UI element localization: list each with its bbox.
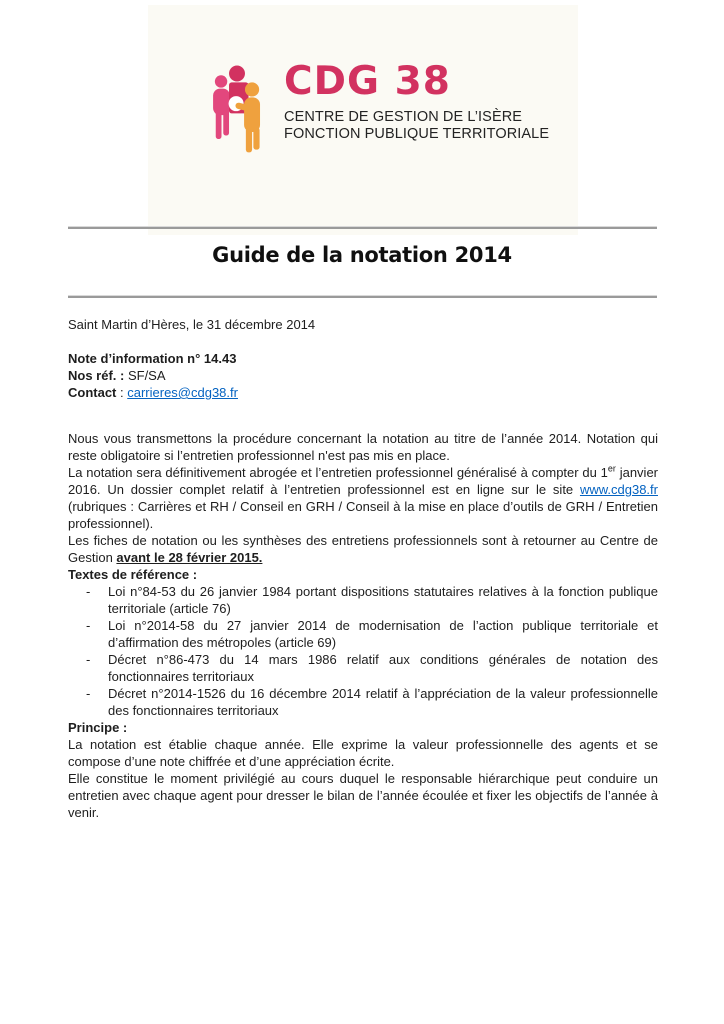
bullet-dash: - [86,618,91,633]
list-item [68,685,658,719]
procedure-paragraph-part2 [68,464,658,532]
reference-text: Décret n°2014-1526 du 16 décembre 2014 relatif à l’appréciation de la valeur professionnelle des fonctionnaires territoriaux [108,686,658,718]
interview-paragraph: Elle constitue le moment privilégié au cours duquel le responsable hiérarchique peut conduire un entretien avec chaque agent pour dresser le bilan de l’année écoulée et fixer les objectifs de l’année à venir. [68,771,658,820]
deadline-text: Les fiches de notation ou les synthèses des entretiens professionnels sont à retourner au Centre de Gestion [68,533,658,565]
procedure-paragraph [68,430,658,532]
superscript-er: er [607,463,616,474]
bullet-dash: - [86,652,91,667]
bullet-dash: - [86,584,91,599]
reference-text: Décret n°86-473 du 14 mars 1986 relatif aux conditions générales de notation des fonctionnaires territoriaux [108,652,658,684]
list-item [68,617,658,651]
logo-subtitle-line2: FONCTION PUBLIQUE TERRITORIALE [284,125,550,142]
note-reference [68,367,658,384]
dateline: Saint Martin d’Hères, le 31 décembre 2014 [68,317,316,332]
text-after-link: (rubriques : Carrières et RH / Conseil en GRH / Conseil à la mise en place d’outils de GRH / Entretien professionnel). [68,499,658,531]
note-info-block [68,350,658,401]
contact-separator: : [116,385,128,400]
contact-label: Contact [68,385,117,400]
deadline-paragraph [68,532,658,566]
principle-paragraph: La notation est établie chaque année. Elle exprime la valeur professionnelle des agents et se compose d’une note chiffrée et d’une appréciation écrite. [68,737,658,769]
document-body [68,316,658,821]
note-contact [68,384,658,401]
contact-email-link[interactable]: carrieres@cdg38.fr [127,385,238,400]
horizontal-rule-bottom [68,296,657,298]
website-link[interactable]: www.cdg38.fr [579,482,658,497]
references-list [68,583,658,719]
reference-label: Nos réf. : [68,368,125,383]
logo-text [284,60,549,142]
people-group-icon [206,60,268,157]
horizontal-rule-top [68,227,657,229]
reference-text: Loi n°2014-58 du 27 janvier 2014 de modernisation de l’action publique territoriale et d’affirmation des métropoles (article 69) [108,618,658,650]
principle-heading: Principe : [68,720,128,735]
references-heading: Textes de référence : [68,567,198,582]
note-number: Note d’information n° 14.43 [68,351,237,366]
text-before-sup: La notation sera définitivement abrogée et l’entretien professionnel généralisé à compter du 1 [68,465,608,480]
logo-subtitle-line1: CENTRE DE GESTION DE L’ISÈRE [284,109,523,125]
text-mid: janvier 2016. Un dossier complet relatif à l’entretien professionnel est en ligne sur le site [68,465,658,497]
logo-acronym: CDG 38 [284,59,451,104]
procedure-paragraph-part1: Nous vous transmettons la procédure concernant la notation au titre de l’année 2014. Notation qui reste obligatoire si l’entretien professionnel n'est pas mis en place. [68,431,658,463]
reference-text: Loi n°84-53 du 26 janvier 1984 portant dispositions statutaires relatives à la fonction publique territoriale (article 76) [108,584,658,616]
bullet-dash: - [86,686,91,701]
list-item [68,651,658,685]
cdg38-logo [206,60,549,157]
page-title: Guide de la notation 2014 [212,243,512,267]
list-item [68,583,658,617]
reference-value: SF/SA [124,368,166,383]
deadline-date: avant le 28 février 2015. [116,550,263,565]
